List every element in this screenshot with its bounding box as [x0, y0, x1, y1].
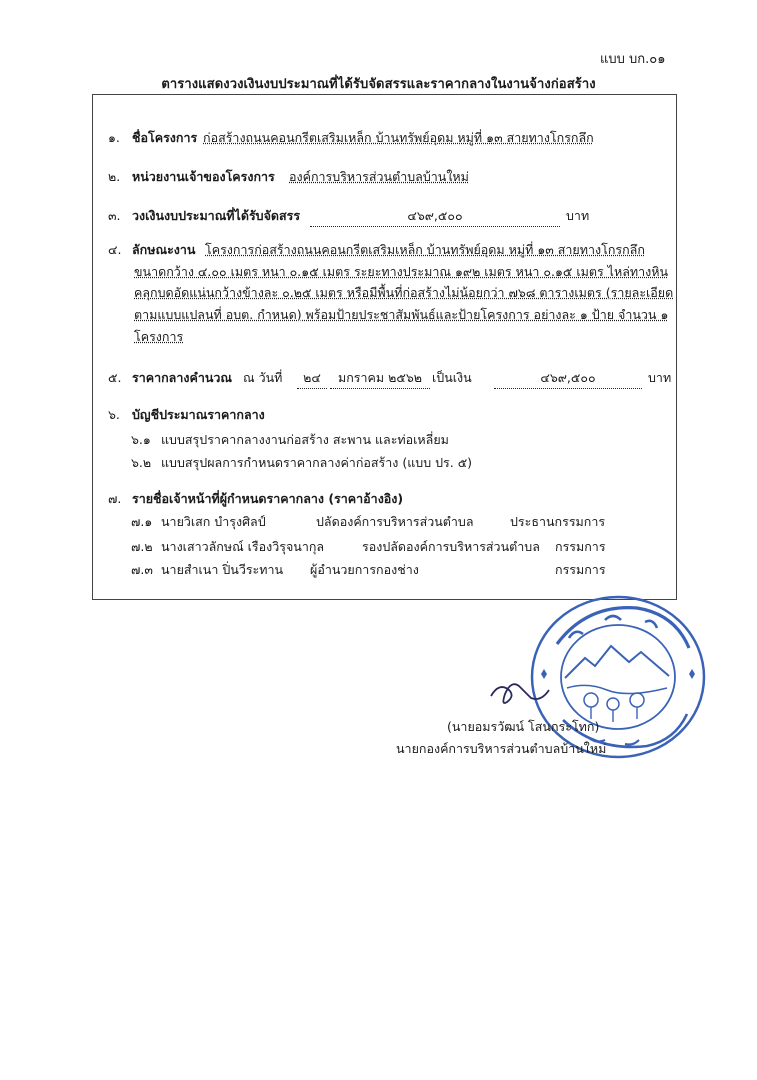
price-month-year: มกราคม ๒๕๖๒ — [330, 368, 430, 389]
member-3-name: นายสำเนา ปิ่นวีระทาน — [161, 562, 284, 577]
work-description-line-3: คลุกบดอัดแน่นกว้างข้างละ ๐.๒๕ เมตร หรือมีพื้นที่ก่อสร้างไม่น้อยกว่า ๗๖๘ ตารางเมตร (รายละเอียด — [134, 285, 674, 300]
item-3-number: ๓. — [108, 208, 121, 223]
member-3-number: ๗.๓ — [131, 562, 153, 577]
item-6-2-text: แบบสรุปผลการกำหนดราคากลางค่าก่อสร้าง (แบบ ปร. ๕) — [161, 455, 473, 470]
work-description-line-2: ขนาดกว้าง ๔.๐๐ เมตร หนา ๐.๑๕ เมตร ระยะทางประมาณ ๑๙๒ เมตร หนา ๐.๑๕ เมตร ไหล่ทางหิน — [134, 264, 668, 279]
item-7-number: ๗. — [108, 491, 122, 506]
form-code: แบบ บก.๐๑ — [600, 52, 666, 67]
work-description-line-5: โครงการ — [134, 329, 184, 344]
signatory-name: (นายอมรวัฒน์ โสนกระโทก) — [447, 719, 600, 734]
amount-prefix: เป็นเงิน — [432, 370, 472, 385]
item-5-number: ๕. — [108, 370, 122, 385]
member-3-role: กรรมการ — [555, 562, 606, 577]
member-2-position: รองปลัดองค์การบริหารส่วนตำบล — [362, 539, 540, 554]
member-2-number: ๗.๒ — [131, 539, 153, 554]
project-owner: องค์การบริหารส่วนตำบลบ้านใหม่ — [289, 169, 469, 184]
member-1-role: ประธานกรรมการ — [510, 514, 606, 529]
budget-unit: บาท — [566, 208, 590, 223]
item-4-number: ๔. — [108, 242, 122, 257]
item-4-label: ลักษณะงาน — [132, 242, 196, 257]
signatory-position: นายกองค์การบริหารส่วนตำบลบ้านใหม่ — [396, 741, 607, 756]
item-2-label: หน่วยงานเจ้าของโครงการ — [132, 169, 275, 184]
item-6-label: บัญชีประมาณราคากลาง — [132, 407, 265, 422]
member-1-name: นายวิเสก บำรุงศิลป์ — [161, 514, 266, 529]
member-2-name: นางเสาวลักษณ์ เรืองวิรุจนากุล — [161, 539, 325, 554]
member-1-position: ปลัดองค์การบริหารส่วนตำบล — [316, 514, 474, 529]
price-day: ๒๔ — [297, 368, 327, 389]
median-price-amount: ๔๖๙,๕๐๐ — [494, 368, 642, 389]
work-description-line-1: โครงการก่อสร้างถนนคอนกรีตเสริมเหล็ก บ้านทรัพย์อุดม หมู่ที่ ๑๓ สายทางโกรกลึก — [205, 242, 645, 257]
member-2-role: กรรมการ — [555, 539, 606, 554]
budget-amount: ๔๖๙,๕๐๐ — [310, 206, 560, 227]
work-description-line-4: ตามแบบแปลนที่ อบต. กำหนด) พร้อมป้ายประชาสัมพันธ์และป้ายโครงการ อย่างละ ๑ ป้าย จำนวน ๑ — [134, 307, 669, 322]
item-2-number: ๒. — [108, 169, 121, 184]
item-5-label: ราคากลางคำนวณ — [132, 370, 233, 385]
item-3-label: วงเงินงบประมาณที่ได้รับจัดสรร — [132, 208, 301, 223]
document-title: ตารางแสดงวงเงินงบประมาณที่ได้รับจัดสรรและราคากลางในงานจ้างก่อสร้าง — [161, 77, 596, 92]
item-1-number: ๑. — [108, 130, 120, 145]
item-6-1-text: แบบสรุปราคากลางงานก่อสร้าง สะพาน และท่อเหลี่ยม — [161, 432, 449, 447]
item-1-label: ชื่อโครงการ — [132, 130, 198, 145]
item-6-1-number: ๖.๑ — [131, 432, 151, 447]
date-prefix: ณ วันที่ — [243, 370, 283, 385]
member-3-position: ผู้อำนวยการกองช่าง — [310, 562, 419, 577]
item-7-label: รายชื่อเจ้าหน้าที่ผู้กำหนดราคากลาง (ราคาอ้างอิง) — [132, 491, 404, 506]
item-6-number: ๖. — [108, 407, 120, 422]
median-price-unit: บาท — [648, 370, 672, 385]
signature-icon — [485, 672, 555, 712]
item-6-2-number: ๖.๒ — [131, 455, 152, 470]
member-1-number: ๗.๑ — [131, 514, 153, 529]
project-name: ก่อสร้างถนนคอนกรีตเสริมเหล็ก บ้านทรัพย์อุดม หมู่ที่ ๑๓ สายทางโกรกลึก — [203, 130, 594, 145]
